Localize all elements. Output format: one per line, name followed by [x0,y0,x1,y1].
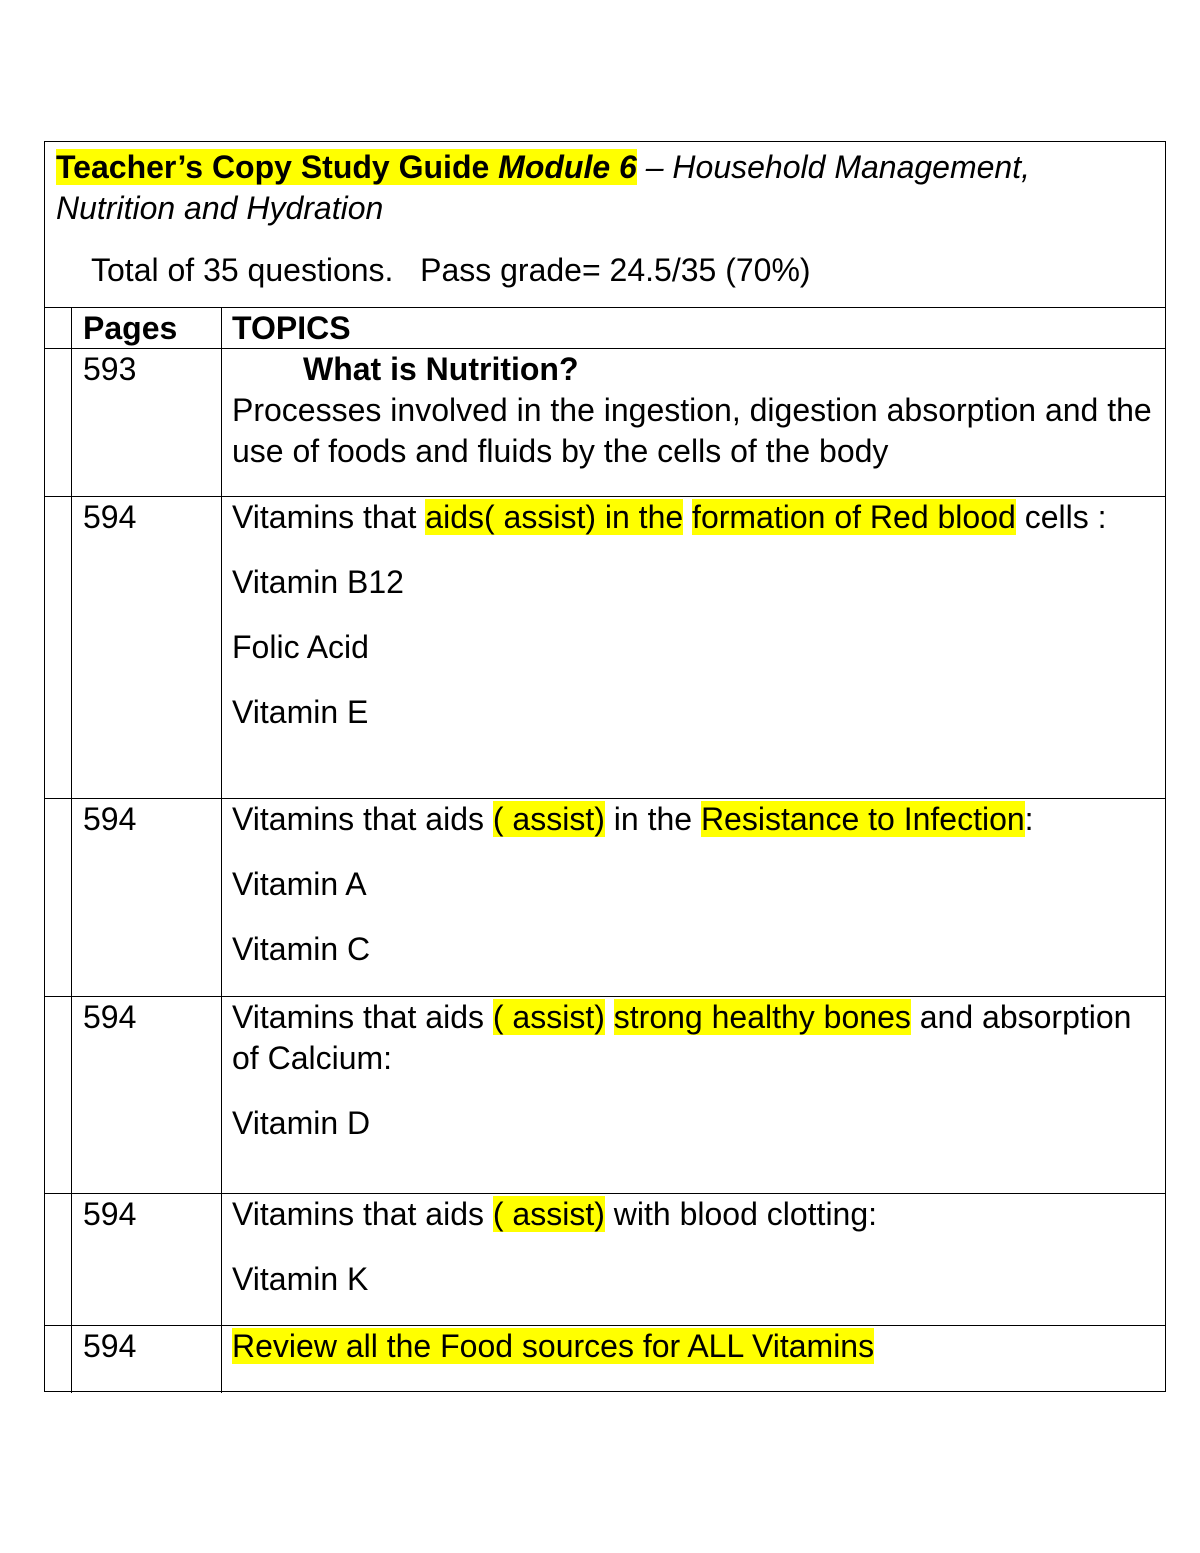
highlighted-text: strong healthy bones [613,999,911,1035]
row-page: 594 [83,499,137,535]
row-topic [232,1326,1152,1367]
title-bold: Teacher’s Copy Study Guide [56,149,499,185]
row-page: 593 [83,351,137,387]
highlighted-text: Review all the Food sources for ALL Vitamins [232,1328,875,1364]
total-questions: Total of 35 questions. [91,252,394,288]
column-header-pages: Pages [83,310,178,346]
row-page: 594 [83,1196,137,1232]
list-item: Vitamin A [232,866,367,902]
row-page: 594 [83,999,137,1035]
column-header-topics: TOPICS [232,310,351,346]
highlighted-text: ( assist) [492,1196,605,1232]
list-item: Vitamin E [232,694,369,730]
row-topic [232,349,1152,472]
row-topic [232,497,1152,733]
column-divider [71,308,72,1393]
totals-line [91,250,811,290]
highlighted-text: aids( assist) in the [425,499,684,535]
row-topic [232,799,1152,970]
guide-title [56,147,1145,229]
column-divider [221,308,222,1393]
list-item: Folic Acid [232,629,369,665]
topic-text: Vitamins that aids ( assist) in the Resistance to Infection: [232,801,1034,837]
topic-heading: What is Nutrition? [303,351,579,387]
row-topic [232,997,1152,1144]
row-page: 594 [83,1328,137,1364]
highlighted-text: Resistance to Infection [700,801,1025,837]
list-item: Vitamin D [232,1105,371,1141]
topic-text: Processes involved in the ingestion, digestion absorption and the use of foods and fluids by the cells of the body [232,392,1152,469]
study-guide-table [44,141,1166,1392]
highlighted-text: ( assist) [492,801,605,837]
topic-text: Vitamins that aids ( assist) with blood clotting: [232,1196,878,1232]
row-topic [232,1194,1152,1300]
list-item: Vitamin K [232,1261,369,1297]
topic-text: Vitamins that aids( assist) in the formation of Red blood cells : [232,499,1107,535]
list-item: Vitamin B12 [232,564,404,600]
title-module: Module 6 [498,149,637,185]
topic-text [232,1326,1152,1367]
topic-text: Vitamins that aids ( assist) strong healthy bones and absorption of Calcium: [232,999,1132,1076]
title-subject: – Household Management, Nutrition and Hydration [56,149,1030,226]
pass-grade: Pass grade= 24.5/35 (70%) [420,252,811,288]
highlighted-text: formation of Red blood [692,499,1016,535]
highlighted-text: ( assist) [492,999,605,1035]
guide-header [45,142,1165,308]
row-page: 594 [83,801,137,837]
list-item: Vitamin C [232,931,371,967]
